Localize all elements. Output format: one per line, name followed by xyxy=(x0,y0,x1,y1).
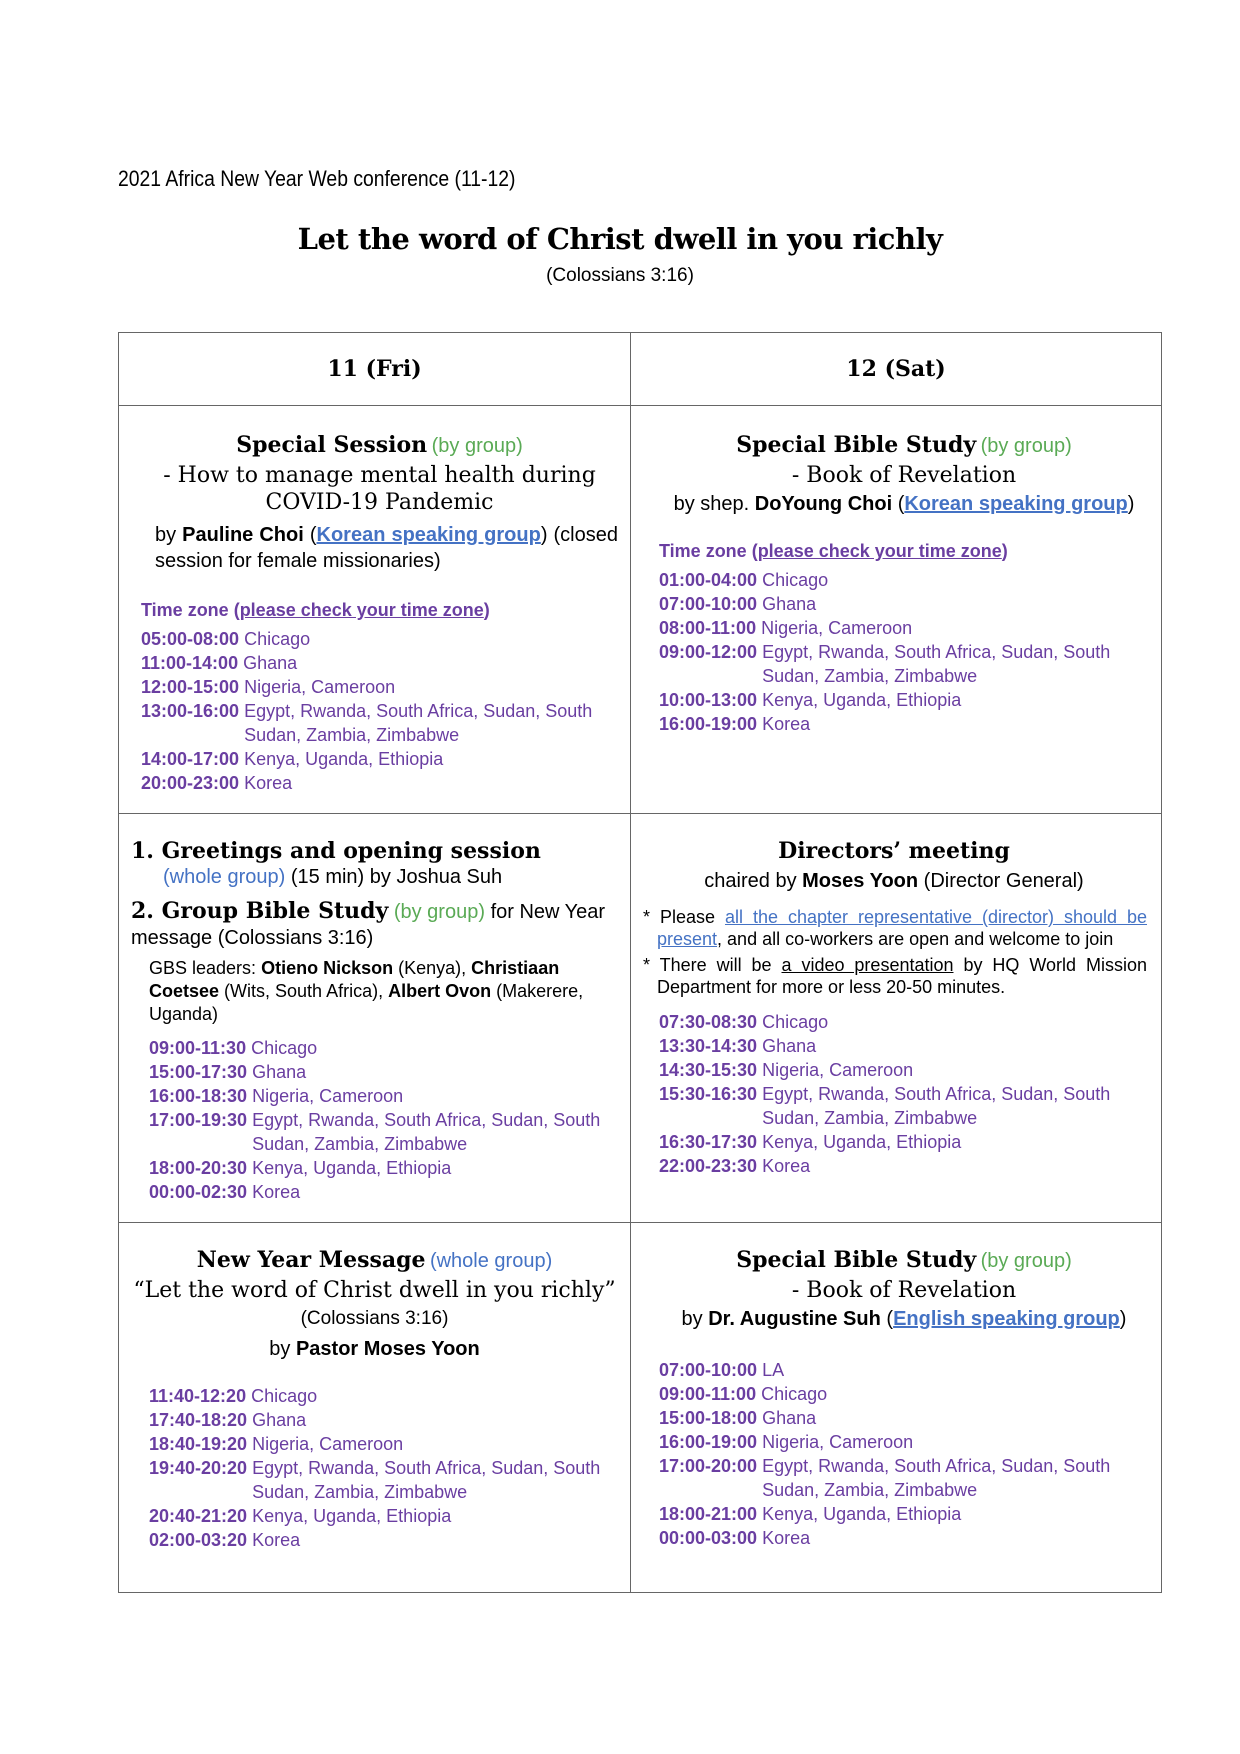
time-range: 13:30-14:30 xyxy=(659,1036,758,1056)
group-tag: (by group) xyxy=(980,435,1072,457)
timezone-row xyxy=(659,616,1149,640)
note-video-presentation xyxy=(641,954,1147,998)
location: Egypt, Rwanda, South Africa, Sudan, South Sudan, Zambia, Zimbabwe xyxy=(762,642,1111,686)
location: Egypt, Rwanda, South Africa, Sudan, South Sudan, Zambia, Zimbabwe xyxy=(762,1456,1111,1500)
location: Egypt, Rwanda, South Africa, Sudan, South Sudan, Zambia, Zimbabwe xyxy=(252,1110,601,1154)
time-range: 09:00-12:00 xyxy=(659,642,758,662)
cell-fri-greetings-gbs xyxy=(119,814,631,1223)
location: Korea xyxy=(762,1156,811,1176)
by-prefix: by xyxy=(681,1308,703,1330)
item1-title: 1. Greetings and opening session xyxy=(131,838,541,864)
location: Chicago xyxy=(251,1038,318,1058)
leader-name: Otieno Nickson xyxy=(261,958,394,978)
time-range: 01:00-04:00 xyxy=(659,570,758,590)
timezone-row xyxy=(659,1058,1147,1082)
timezone-row xyxy=(149,1504,618,1528)
time-range: 16:00-19:00 xyxy=(659,1432,758,1452)
time-range: 15:00-18:00 xyxy=(659,1408,758,1428)
check-timezone-link[interactable]: please check your time zone xyxy=(757,541,1002,561)
timezone-row xyxy=(141,747,618,771)
location: Nigeria, Cameroon xyxy=(252,1086,404,1106)
time-range: 05:00-08:00 xyxy=(141,629,240,649)
time-range: 10:00-13:00 xyxy=(659,690,758,710)
location: Kenya, Uganda, Ethiopia xyxy=(252,1506,452,1526)
chapter-representative-link[interactable]: all the chapter representative (director) should be present xyxy=(657,907,1147,949)
timezone-row xyxy=(659,1130,1147,1154)
english-speaking-group-link[interactable]: English speaking group xyxy=(893,1308,1120,1330)
whole-group-tag: (whole group) xyxy=(429,1250,553,1272)
whole-group-tag: (whole group) xyxy=(163,866,286,888)
time-range: 16:00-18:30 xyxy=(149,1086,248,1106)
note-prefix: * There will be xyxy=(643,955,772,975)
time-range: 18:40-19:20 xyxy=(149,1434,248,1454)
timezone-row xyxy=(659,1082,1147,1130)
time-range: 09:00-11:00 xyxy=(659,1384,757,1404)
time-range: 14:00-17:00 xyxy=(141,749,240,769)
timezone-row xyxy=(659,1502,1149,1526)
timezone-row xyxy=(659,1034,1147,1058)
time-range: 15:00-17:30 xyxy=(149,1062,248,1082)
speaker-name: Pastor Moses Yoon xyxy=(295,1338,480,1360)
time-range: 09:00-11:30 xyxy=(149,1038,247,1058)
session-title: Special Session xyxy=(236,432,428,458)
timezone-row xyxy=(659,1358,1149,1382)
cell-fri-special-session xyxy=(119,406,631,814)
timezone-row xyxy=(149,1384,618,1408)
group-tag: (by group) xyxy=(393,901,485,923)
location: Kenya, Uganda, Ethiopia xyxy=(244,749,444,769)
paren: ) xyxy=(1119,1308,1127,1330)
time-range: 07:30-08:30 xyxy=(659,1012,758,1032)
cell-sat-special-bible-study-english xyxy=(631,1223,1162,1593)
location: Ghana xyxy=(252,1410,307,1430)
item2-title: 2. Group Bible Study xyxy=(131,898,389,924)
paren: ) xyxy=(483,600,490,620)
timezone-row xyxy=(149,1408,618,1432)
message-reference: (Colossians 3:16) xyxy=(300,1308,449,1329)
session-subtitle: - Book of Revelation xyxy=(791,1278,1017,1303)
location: Kenya, Uganda, Ethiopia xyxy=(762,1132,962,1152)
timezone-row xyxy=(149,1156,618,1180)
timezone-row xyxy=(141,675,618,699)
timezone-row xyxy=(659,1454,1149,1502)
timezone-row xyxy=(149,1084,618,1108)
location: Ghana xyxy=(243,653,298,673)
time-range: 15:30-16:30 xyxy=(659,1084,758,1104)
timezone-row xyxy=(149,1108,618,1156)
cell-fri-new-year-message xyxy=(119,1223,631,1593)
timezone-list xyxy=(131,1036,618,1204)
location: Kenya, Uganda, Ethiopia xyxy=(762,690,962,710)
location: Korea xyxy=(244,773,293,793)
session-subtitle: - Book of Revelation xyxy=(791,463,1017,488)
timezone-row xyxy=(659,1154,1147,1178)
note-prefix: * Please xyxy=(643,907,716,927)
leader-name: Christiaan Coetsee xyxy=(149,958,560,1001)
header-row xyxy=(119,333,1162,406)
note-chapter-representatives xyxy=(641,906,1147,950)
location: Kenya, Uganda, Ethiopia xyxy=(762,1504,962,1524)
korean-speaking-group-link[interactable]: Korean speaking group xyxy=(904,493,1128,515)
location: Nigeria, Cameroon xyxy=(252,1434,404,1454)
note-suffix: , and all co-workers are open and welcome to join xyxy=(717,929,1114,949)
time-range: 19:40-20:20 xyxy=(149,1458,248,1478)
time-range: 16:00-19:00 xyxy=(659,714,758,734)
location: Korea xyxy=(762,1528,811,1548)
cell-sat-special-bible-study-korean xyxy=(631,406,1162,814)
location: Korea xyxy=(252,1530,301,1550)
time-range: 07:00-10:00 xyxy=(659,594,758,614)
location: Chicago xyxy=(762,570,829,590)
schedule-row xyxy=(119,1223,1162,1593)
time-range: 12:00-15:00 xyxy=(141,677,240,697)
timezone-row xyxy=(659,1010,1147,1034)
speaker-name: Dr. Augustine Suh xyxy=(708,1308,881,1330)
timezone-row xyxy=(149,1456,618,1504)
group-tag: (by group) xyxy=(980,1250,1072,1272)
paren: ) xyxy=(1001,541,1008,561)
by-prefix: by xyxy=(155,524,177,546)
time-range: 14:30-15:30 xyxy=(659,1060,758,1080)
location: Chicago xyxy=(761,1384,828,1404)
by-prefix: by xyxy=(269,1338,291,1360)
time-range: 17:00-20:00 xyxy=(659,1456,758,1476)
chair-role: (Director General) xyxy=(923,870,1084,892)
item1-detail: (15 min) by Joshua Suh xyxy=(290,866,503,888)
timezone-label: Time zone ( xyxy=(141,600,240,620)
location: Nigeria, Cameroon xyxy=(244,677,396,697)
location: Ghana xyxy=(252,1062,307,1082)
chaired-by-prefix: chaired by xyxy=(704,870,797,892)
timezone-row xyxy=(659,640,1149,688)
time-range: 00:00-02:30 xyxy=(149,1182,248,1202)
timezone-row xyxy=(659,568,1149,592)
timezone-row xyxy=(659,592,1149,616)
header-day-fri: 11 (Fri) xyxy=(119,333,631,406)
leader-name: Albert Ovon xyxy=(388,981,492,1001)
timezone-row xyxy=(659,1406,1149,1430)
gbs-leaders-label: GBS leaders: xyxy=(149,958,257,978)
leader-affiliation: (Kenya), xyxy=(398,958,467,978)
schedule-row xyxy=(119,406,1162,814)
timezone-list xyxy=(131,1384,618,1552)
location: Korea xyxy=(252,1182,301,1202)
paren: ( xyxy=(897,493,905,515)
time-range: 00:00-03:00 xyxy=(659,1528,758,1548)
korean-speaking-group-link[interactable]: Korean speaking group xyxy=(316,524,541,546)
timezone-label: Time zone ( xyxy=(659,541,758,561)
main-title-reference: (Colossians 3:16) xyxy=(546,265,694,286)
location: Egypt, Rwanda, South Africa, Sudan, South Sudan, Zambia, Zimbabwe xyxy=(762,1084,1111,1128)
chair-name: Moses Yoon xyxy=(802,870,919,892)
schedule-table xyxy=(118,332,1162,1593)
timezone-list xyxy=(659,1358,1149,1550)
timezone-row xyxy=(141,771,618,795)
time-range: 13:00-16:00 xyxy=(141,701,240,721)
timezone-row xyxy=(141,627,618,651)
location: Chicago xyxy=(251,1386,318,1406)
time-range: 18:00-21:00 xyxy=(659,1504,758,1524)
location: Korea xyxy=(762,714,811,734)
cell-sat-directors-meeting xyxy=(631,814,1162,1223)
group-tag: (by group) xyxy=(431,435,523,457)
time-range: 17:00-19:30 xyxy=(149,1110,248,1130)
location: Ghana xyxy=(762,1408,817,1428)
time-range: 07:00-10:00 xyxy=(659,1360,758,1380)
time-range: 16:30-17:30 xyxy=(659,1132,758,1152)
by-prefix: by shep. xyxy=(673,493,750,515)
paren: ) xyxy=(1127,493,1135,515)
main-title: Let the word of Christ dwell in you richly xyxy=(297,222,943,256)
check-timezone-link[interactable]: please check your time zone xyxy=(239,600,484,620)
timezone-row xyxy=(659,688,1149,712)
location: Nigeria, Cameroon xyxy=(762,1432,914,1452)
timezone-row xyxy=(149,1432,618,1456)
location: Chicago xyxy=(762,1012,829,1032)
time-range: 08:00-11:00 xyxy=(659,618,757,638)
leader-affiliation: (Wits, South Africa), xyxy=(224,981,384,1001)
session-title: Directors’ meeting xyxy=(778,838,1010,864)
message-quote: “Let the word of Christ dwell in you richly” xyxy=(133,1278,616,1303)
paren: ( xyxy=(309,524,317,546)
location: Nigeria, Cameroon xyxy=(761,618,913,638)
location: Chicago xyxy=(244,629,311,649)
session-title: New Year Message xyxy=(196,1247,426,1273)
timezone-row xyxy=(149,1528,618,1552)
location: Egypt, Rwanda, South Africa, Sudan, South Sudan, Zambia, Zimbabwe xyxy=(244,701,593,745)
session-title: Special Bible Study xyxy=(736,432,977,458)
time-range: 11:40-12:20 xyxy=(149,1386,247,1406)
leader-affiliation: (Makerere, Uganda) xyxy=(149,981,584,1024)
timezone-list xyxy=(141,627,618,795)
time-range: 18:00-20:30 xyxy=(149,1158,248,1178)
time-range: 02:00-03:20 xyxy=(149,1530,248,1550)
timezone-row xyxy=(659,712,1149,736)
video-presentation-text: a video presentation xyxy=(781,955,954,975)
location: Ghana xyxy=(762,594,817,614)
timezone-row xyxy=(141,699,618,747)
timezone-list xyxy=(659,568,1149,736)
speaker-name: Pauline Choi xyxy=(182,524,304,546)
paren: ( xyxy=(886,1308,894,1330)
item2-detail: for New Year message (Colossians 3:16) xyxy=(131,901,606,949)
location: Kenya, Uganda, Ethiopia xyxy=(252,1158,452,1178)
timezone-row xyxy=(149,1060,618,1084)
time-range: 20:40-21:20 xyxy=(149,1506,248,1526)
timezone-list xyxy=(641,1010,1147,1178)
timezone-row xyxy=(141,651,618,675)
session-subtitle: - How to manage mental health during COVID-19 Pandemic xyxy=(163,463,596,515)
time-range: 22:00-23:30 xyxy=(659,1156,758,1176)
schedule-row xyxy=(119,814,1162,1223)
location: Egypt, Rwanda, South Africa, Sudan, South Sudan, Zambia, Zimbabwe xyxy=(252,1458,601,1502)
timezone-row xyxy=(149,1036,618,1060)
conference-title: 2021 Africa New Year Web conference (11-12) xyxy=(118,166,516,191)
time-range: 11:00-14:00 xyxy=(141,653,239,673)
speaker-name: DoYoung Choi xyxy=(754,493,893,515)
time-range: 17:40-18:20 xyxy=(149,1410,248,1430)
timezone-row xyxy=(149,1180,618,1204)
session-title: Special Bible Study xyxy=(736,1247,977,1273)
time-range: 20:00-23:00 xyxy=(141,773,240,793)
timezone-row xyxy=(659,1430,1149,1454)
closed-session-note: ) (closed session for female missionaries) xyxy=(155,524,618,572)
location: Ghana xyxy=(762,1036,817,1056)
location: LA xyxy=(762,1360,785,1380)
timezone-row xyxy=(659,1526,1149,1550)
header-day-sat: 12 (Sat) xyxy=(631,333,1162,406)
timezone-row xyxy=(659,1382,1149,1406)
note-suffix: by HQ World Mission Department for more or less 20-50 minutes. xyxy=(657,955,1147,997)
location: Nigeria, Cameroon xyxy=(762,1060,914,1080)
